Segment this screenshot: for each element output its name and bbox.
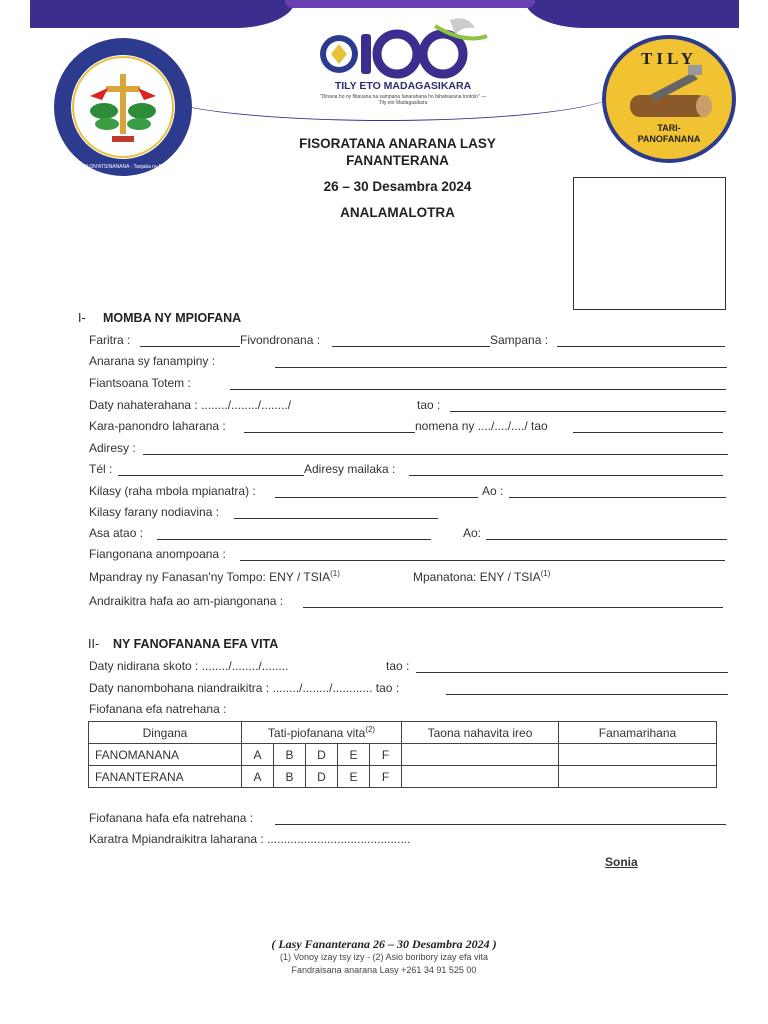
tel-field[interactable] — [118, 475, 304, 476]
kilasy-farany-label: Kilasy farany nodiavina : — [89, 505, 220, 519]
row-dingana: FANOMANANA — [89, 744, 242, 766]
fiofanana-hafa-field[interactable] — [275, 824, 726, 825]
ao2-field[interactable] — [486, 539, 727, 540]
level-cell[interactable]: B — [274, 744, 306, 766]
form-title-line2: FANANTERANA — [346, 153, 449, 168]
section2-heading: NY FANOFANANA EFA VITA — [113, 637, 279, 651]
sampana-field[interactable] — [557, 346, 725, 347]
level-cell[interactable]: E — [338, 766, 370, 788]
mpanatona-label[interactable] — [413, 569, 550, 584]
mpandray-text: Mpandray ny Fanasan'ny Tompo: ENY / TSIA — [89, 570, 331, 584]
footer-title: ( Lasy Fananterana 26 – 30 Desambra 2024 ) — [271, 937, 497, 951]
totem-field[interactable] — [230, 389, 726, 390]
ao2-label: Ao: — [463, 526, 482, 540]
kilasy-farany-field[interactable] — [234, 518, 438, 519]
form-dates: 26 – 30 Desambra 2024 — [323, 179, 472, 194]
fivondronana-field[interactable] — [332, 346, 490, 347]
centenary-logo — [315, 14, 490, 84]
level-cell[interactable]: B — [274, 766, 306, 788]
fiofanana-hafa-label: Fiofanana hafa efa natrehana : — [89, 811, 254, 825]
mpandray-note: (1) — [330, 569, 340, 578]
mpandray-label[interactable] — [89, 569, 340, 584]
totem-label: Fiantsoana Totem : — [89, 376, 191, 390]
level-cell[interactable]: A — [242, 766, 274, 788]
asa-label: Asa atao : — [89, 526, 144, 540]
mpanatona-note: (1) — [540, 569, 551, 578]
left-seal-logo — [52, 36, 204, 178]
kilasy-mbola-field[interactable] — [275, 497, 478, 498]
badge-subtitle: TARI-PANOFANANA — [637, 123, 701, 144]
karatra-label: Karatra Mpiandraikitra laharana : ........................................... — [89, 832, 411, 846]
left-seal-text: TILY FANILON'ATSINANANA · Tanjaka ny Fanompoana, 1, 1... — [64, 164, 204, 170]
col-tati-note: (2) — [365, 725, 376, 734]
section1-heading: MOMBA NY MPIOFANA — [103, 311, 242, 325]
fiofanana-label: Fiofanana efa natrehana : — [89, 702, 227, 716]
level-cell[interactable]: A — [242, 744, 274, 766]
tao2-label: tao : — [386, 659, 410, 673]
andraikitra-label: Andraikitra hafa ao am-piangonana : — [89, 594, 284, 608]
tao1-label: tao : — [417, 398, 441, 412]
col-fanamarihana: Fanamarihana — [559, 722, 717, 744]
sonia-label: Sonia — [605, 855, 638, 869]
anarana-label: Anarana sy fanampiny : — [89, 354, 216, 368]
taona-cell[interactable] — [402, 744, 559, 766]
fiangonana-label: Fiangonana anompoana : — [89, 547, 226, 561]
mpanatona-text: Mpanatona: ENY / TSIA — [413, 570, 541, 584]
training-table — [88, 721, 717, 788]
tao1-field[interactable] — [450, 411, 726, 412]
asa-field[interactable] — [157, 539, 431, 540]
mailaka-field[interactable] — [409, 475, 723, 476]
badge-title: TILY — [640, 49, 697, 68]
org-name: TILY ETO MADAGASIKARA — [334, 80, 472, 92]
mailaka-label: Adiresy mailaka : — [304, 462, 396, 476]
form-place: ANALAMALOTRA — [340, 205, 455, 220]
header-band-left — [30, 0, 295, 28]
adiresy-label: Adiresy : — [89, 441, 136, 455]
table-row — [89, 766, 717, 788]
fanamarihana-cell[interactable] — [559, 766, 717, 788]
taona-cell[interactable] — [402, 766, 559, 788]
section2-marker: II- — [88, 637, 100, 651]
nomena-tao-field[interactable] — [573, 432, 723, 433]
daty-nanombohana-label: Daty nanombohana niandraikitra : ......../......../............ tao : — [89, 681, 400, 695]
right-badge-logo — [600, 33, 738, 165]
level-cell[interactable]: D — [306, 766, 338, 788]
fiangonana-field[interactable] — [240, 560, 725, 561]
level-cell[interactable]: F — [370, 766, 402, 788]
adiresy-field[interactable] — [143, 454, 728, 455]
nomena-label: nomena ny ..../..../..../ tao — [415, 419, 548, 433]
header-band-right — [525, 0, 739, 28]
andraikitra-field[interactable] — [303, 607, 723, 608]
col-dingana: Dingana — [89, 722, 242, 744]
anarana-field[interactable] — [275, 367, 727, 368]
level-cell[interactable]: D — [306, 744, 338, 766]
kilasy-mbola-label: Kilasy (raha mbola mpianatra) : — [89, 484, 256, 498]
org-motto: "Dinana ho ny fitiavana na sampana fanarahana ho fahatsarana tontolo" — Tily eto Madagasikara — [319, 94, 487, 106]
kara-panondro-field[interactable] — [244, 432, 415, 433]
tao2-field[interactable] — [416, 672, 728, 673]
col-taona: Taona nahavita ireo — [402, 722, 559, 744]
level-cell[interactable]: F — [370, 744, 402, 766]
tel-label: Tél : — [89, 462, 113, 476]
faritra-label: Faritra : — [89, 333, 131, 347]
kara-panondro-label: Kara-panondro laharana : — [89, 419, 226, 433]
form-title-line1: FISORATANA ANARANA LASY — [299, 136, 496, 151]
table-header-row — [89, 722, 717, 744]
daty-nanombohana-field[interactable] — [446, 694, 728, 695]
faritra-field[interactable] — [140, 346, 240, 347]
footer-contact: Fandraisana anarana Lasy +261 34 91 525 00 — [291, 965, 477, 975]
photo-box[interactable] — [573, 177, 726, 310]
ao1-label: Ao : — [482, 484, 504, 498]
daty-nidirana-label: Daty nidirana skoto : ......../......../........ — [89, 659, 289, 673]
daty-nahaterahana-label: Daty nahaterahana : ......../......../......../ — [89, 398, 292, 412]
sampana-label: Sampana : — [490, 333, 549, 347]
col-tati-piofanana-text: Tati-piofanana vita — [267, 726, 366, 740]
section1-marker: I- — [78, 311, 86, 325]
col-tati-piofanana — [242, 722, 402, 744]
fanamarihana-cell[interactable] — [559, 744, 717, 766]
footer-note: (1) Vonoy izay tsy izy - (2) Asio boribory izay efa vita — [279, 952, 489, 962]
fivondronana-label: Fivondronana : — [240, 333, 321, 347]
header-band-center — [285, 0, 535, 8]
row-dingana: FANANTERANA — [89, 766, 242, 788]
ao1-field[interactable] — [509, 497, 726, 498]
table-row — [89, 744, 717, 766]
level-cell[interactable]: E — [338, 744, 370, 766]
